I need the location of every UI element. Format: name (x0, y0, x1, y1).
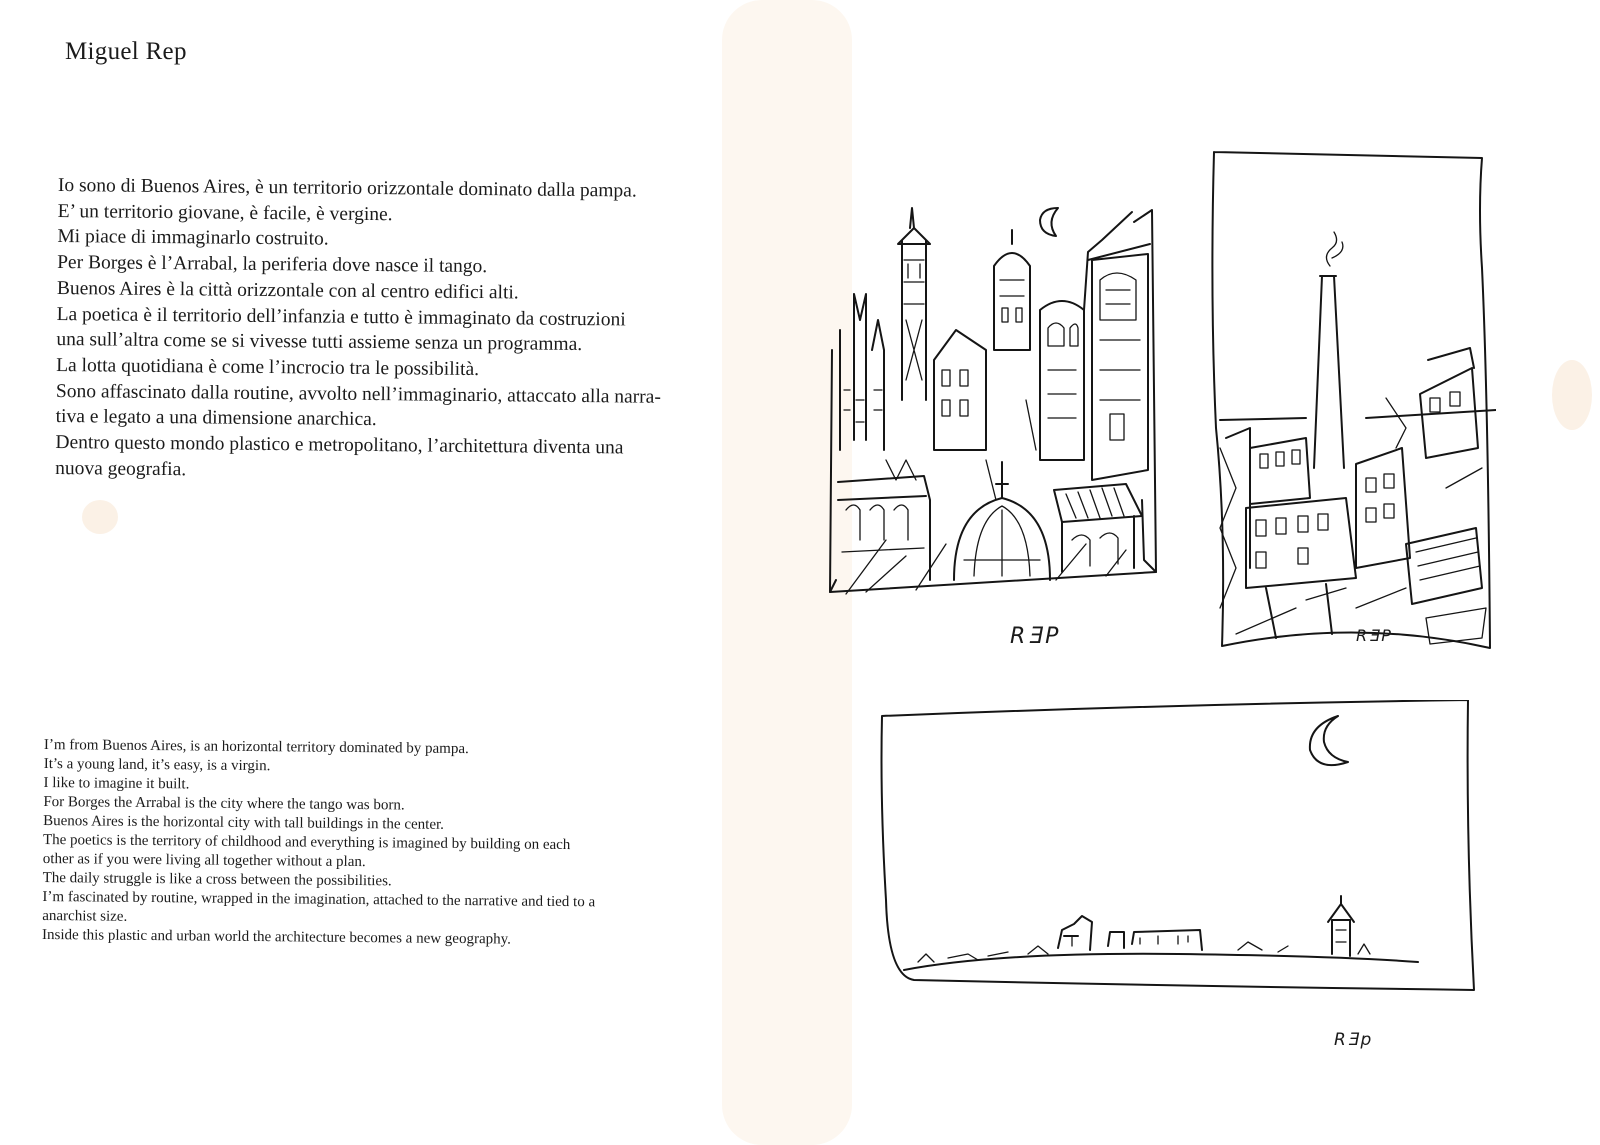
chimney-view-signature: RƎP (1356, 626, 1393, 645)
italian-line: Buenos Aires è la città orizzontale con al centro edifici alti. (56, 277, 519, 304)
paper-stain (82, 500, 118, 534)
horizon-drawing (878, 700, 1478, 1000)
english-line: It’s a young land, it’s easy, is a virgin. (43, 755, 271, 775)
italian-line: Io sono di Buenos Aires, è un territorio orizzontale dominato dalla pampa. (57, 174, 637, 202)
english-line: The poetics is the territory of childhood and everything is imagined by building on each (42, 831, 571, 854)
chimney-icon (1314, 232, 1344, 468)
english-line: Buenos Aires is the horizontal city with tall buildings in the center. (43, 812, 445, 833)
italian-line: Per Borges è l’Arrabal, la periferia dove nasce il tango. (57, 252, 488, 278)
italian-line: una sull’altra come se si vivesse tutti assieme senza un programma. (56, 329, 583, 356)
left-page (0, 0, 762, 1145)
horizon-signature: RƎp (1334, 1030, 1374, 1050)
italian-line: tiva e legato a una dimensione anarchica. (55, 406, 377, 431)
moon-icon (1310, 716, 1348, 765)
italian-line: Sono affascinato dalla routine, avvolto nell’immaginario, attaccato alla narra- (55, 380, 661, 408)
english-line: For Borges the Arrabal is the city where the tango was born. (43, 793, 405, 814)
cityscape-drawing (826, 200, 1166, 670)
author-name: Miguel Rep (65, 38, 187, 65)
italian-line: La poetica è il territorio dell’infanzia e tutto è immaginato da costruzioni (56, 303, 626, 330)
italian-line: nuova geografia. (55, 457, 187, 480)
english-line: I’m fascinated by routine, wrapped in the imagination, attached to the narrative and tied to a (42, 888, 596, 911)
english-line: The daily struggle is like a cross between the possibilities. (42, 869, 392, 890)
italian-line: Dentro questo mondo plastico e metropolitano, l’architettura diventa una (55, 432, 624, 459)
italian-line: Mi piace di immaginarlo costruito. (57, 226, 329, 251)
chimney-view-drawing (1206, 148, 1496, 658)
italian-line: E’ un territorio giovane, è facile, è vergine. (57, 200, 393, 225)
english-text (42, 736, 734, 952)
italian-text (55, 173, 748, 488)
english-line: anarchist size. (42, 907, 128, 925)
italian-line: La lotta quotidiana è come l’incrocio tra le possibilità. (56, 354, 480, 380)
right-page (762, 0, 1600, 1145)
english-line: other as if you were living all together without a plan. (42, 850, 366, 871)
english-line: I’m from Buenos Aires, is an horizontal territory dominated by pampa. (43, 736, 469, 758)
cityscape-signature: RƎP (1010, 624, 1062, 649)
english-line: Inside this plastic and urban world the architecture becomes a new geography. (42, 926, 512, 948)
paper-stain (1552, 360, 1592, 430)
english-line: I like to imagine it built. (43, 774, 190, 793)
moon-icon (1040, 208, 1058, 236)
